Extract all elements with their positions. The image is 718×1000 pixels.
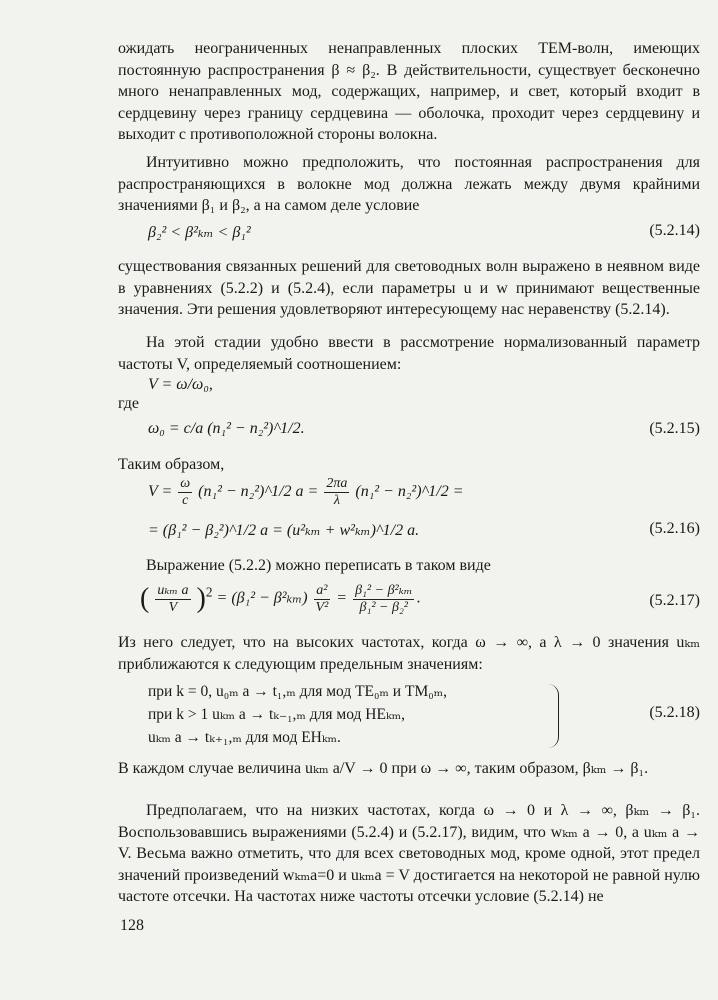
eq16-mid: (n₁² − n₂²)^1/2 a = — [198, 483, 319, 501]
case-line-1: при k = 0, u₀ₘ a → t₁,ₘ для мод TE₀ₘ и TM₀ₘ, — [148, 683, 448, 700]
eq16-frac1-num: ω — [180, 476, 191, 491]
equation-number-5-2-14: (5.2.14) — [649, 222, 700, 239]
eq17-fraction-1 — [155, 582, 190, 616]
eq16-fraction-2 — [324, 476, 349, 509]
equation-number-5-2-15: (5.2.15) — [649, 420, 700, 437]
paragraph-8: Предполагаем, что на низких частотах, когда ω → 0 и λ → ∞, βₖₘ → β₁. Воспользовавшись выражениями (5.2.4) и (5.2.17), видим, что wₖₘ a → 0, а uₖₘ a → V. Весьма важно отметить, что для всех световодных мод, кроме одной, этот предел значений произведений wₖₘa=0 и uₖₘa = V достигается на некоторой не равной нулю частоте отсечки. На частотах ниже частоты отсечки условие (5.2.14) не — [118, 802, 700, 905]
eq17-mid: = (β₁² − β²ₖₘ) — [216, 589, 308, 607]
right-brace — [548, 684, 559, 748]
paragraph-1: ожидать неограниченных ненаправленных плоских ТЕМ-волн, имеющих постоянную распространения β ≈ β₂. В действительности, существует бесконечно много ненаправленных мод, содержащих, например, и свет, который входит в сердцевину через границу сердцевина — оболочка, проходит через сердцевину и выходит с противоположной стороны волокна. — [118, 40, 700, 143]
eq17-frac2-num: a² — [314, 583, 331, 600]
equation-5-2-17: ( $\frac{\text{uₖₘ a}}{V}$ )$^2$ = (β₁² − β²ₖₘ) $\frac{\text{a²}}{\text{V²}}$ = $\frac{\text{β₁² − β²ₖₘ}}{\text{β₁² − β₂²}}$ . — [140, 582, 421, 615]
eq17-frac1-num: uₖₘ a — [157, 583, 189, 598]
case-line-2: при k > 1 uₖₘ a → tₖ₋₁,ₘ для мод HEₖₘ, — [148, 706, 405, 723]
eq17-frac3-num: β₁² − β²ₖₘ — [355, 583, 413, 598]
thus-text: Таким образом, — [118, 456, 225, 473]
paragraph-4: На этой стадии удобно ввести в рассмотрение нормализованный параметр частоты V, определяемый соотношением: — [118, 334, 700, 373]
equation-number-5-2-16: (5.2.16) — [649, 520, 700, 537]
equation-number-5-2-18: (5.2.18) — [649, 704, 700, 721]
paragraph-6: Из него следует, что на высоких частотах, когда ω → ∞, а λ → 0 значения uₖₘ приближаются к следующим предельным значениям: — [118, 634, 700, 673]
eq16-frac2-num: 2πa — [326, 476, 348, 491]
eq17-frac2-den: V² — [315, 599, 329, 615]
paragraph-7: В каждом случае величина uₖₘ a/V → 0 при ω → ∞, таким образом, βₖₘ → β₁. — [118, 760, 649, 777]
page-number: 128 — [120, 917, 144, 934]
equation-V: V = ω/ω₀, — [148, 376, 213, 393]
eq16-frac2-den: λ — [333, 493, 340, 508]
paragraph-2: Интуитивно можно предположить, что постоянная распространения для распространяющихся в волокне мод должна лежать между двумя крайними значениями β₁ и β₂, а на самом деле условие — [118, 154, 700, 214]
equation-5-2-15: ω₀ = c/a (n₁² − n₂²)^1/2. — [148, 420, 305, 437]
eq16-lhs: V = — [148, 483, 173, 501]
paragraph-5: Выражение (5.2.2) можно переписать в таком виде — [146, 557, 491, 574]
eq17-fraction-3 — [353, 582, 414, 616]
eq17-fraction-2 — [314, 583, 331, 616]
paragraph-3: существования связанных решений для световодных волн выражено в неявном виде в уравнениях (5.2.2) и (5.2.4), если параметры u и w принимают вещественные значения. Эти решения удовлетворяют интересующему нас неравенству (5.2.14). — [118, 258, 700, 318]
case-line-3: uₖₘ a → tₖ₊₁,ₘ для мод EHₖₘ. — [148, 729, 341, 746]
eq16-end: (n₁² − n₂²)^1/2 = — [355, 483, 464, 501]
eq17-frac3-den: β₁² − β₂² — [359, 600, 409, 615]
eq16-frac1-den: c — [182, 493, 189, 508]
where-text: где — [118, 395, 140, 412]
eq17-frac1-den: V — [168, 600, 178, 615]
equation-5-2-16-line2: = (β₁² − β₂²)^1/2 a = (u²ₖₘ + w²ₖₘ)^1/2 a. — [148, 522, 420, 539]
equation-5-2-16-line1 — [148, 476, 464, 509]
eq16-fraction-1 — [178, 476, 192, 509]
equation-5-2-18-cases — [148, 680, 447, 749]
eq17-equals: = — [336, 589, 348, 607]
equation-number-5-2-17: (5.2.17) — [649, 592, 700, 609]
equation-5-2-14: β₂² < β²ₖₘ < β₁² — [148, 224, 251, 241]
